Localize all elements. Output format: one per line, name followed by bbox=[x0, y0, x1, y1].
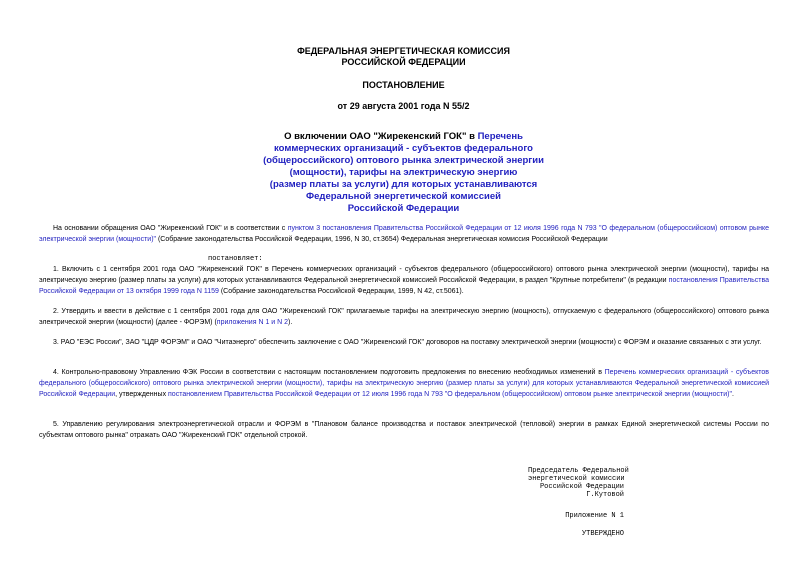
preamble-text: На основании обращения ОАО "Жирекенский ГОК" и в соответствии с bbox=[53, 225, 288, 232]
item-5: 5. Управлению регулирования электроэнергетической отрасли и ФОРЭМ в "Плановом балансе производства и поставок электрической (тепловой) энергии в рамках Единой энергетической системы России по субъектам оптового рынка" отражать ОАО "Жирекенский ГОК" отдельной строкой. bbox=[39, 421, 769, 439]
preamble-paragraph bbox=[39, 223, 769, 245]
item-1-link[interactable]: постановления Правительства Российской Федерации от 13 октября 1999 года N 1159 bbox=[39, 277, 769, 295]
doc-date-number: от 29 августа 2001 года N 55/2 bbox=[337, 101, 470, 111]
doc-title bbox=[0, 131, 807, 215]
signature-line-1: Председатель Федеральной bbox=[528, 467, 629, 475]
title-line-5[interactable]: (размер платы за услуги) для которых устанавливаются bbox=[269, 179, 538, 190]
item-1-text: 1. Включить с 1 сентября 2001 года ОАО "Жирекенский ГОК" в Перечень коммерческих организаций - субъектов федерального (общероссийского) оптового рынка электрической энергии (мощности), тарифы на электрическую энергию (размер платы за услуги) для которых устанавливаются Федеральной энергетической комиссией Российской Федерации, в раздел "Крупные потребители" (в редакции bbox=[39, 266, 769, 284]
title-line-1 bbox=[0, 131, 807, 143]
item-4-link-list[interactable]: Перечень коммерческих организаций - субъектов федерального (общероссийского) оптового рынка электрической энергии (мощности), тарифы на электрическую энергию (размер платы за услуги) для которых устанавливаются Федеральной энергетической комиссией Российской Федерации bbox=[39, 369, 769, 398]
title-line-3[interactable]: (общероссийского) оптового рынка электрической энергии bbox=[263, 155, 544, 166]
appendix-approved: УТВЕРЖДЕНО bbox=[581, 530, 624, 538]
signature-line-3: Российской Федерации bbox=[539, 483, 624, 491]
doc-type: ПОСТАНОВЛЕНИЕ bbox=[362, 80, 445, 90]
item-4-link-decree[interactable]: постановлением Правительства Российской Федерации от 12 июля 1996 года N 793 "О федеральном (общероссийском) оптовом рынке электрической энергии (мощности)" bbox=[168, 391, 732, 398]
title-line-6[interactable]: Федеральной энергетической комиссией bbox=[306, 191, 501, 202]
item-2-link[interactable]: приложения N 1 и N 2 bbox=[216, 319, 289, 326]
signature-signer: Г.Кутовой bbox=[586, 491, 624, 499]
org-name-line1: ФЕДЕРАЛЬНАЯ ЭНЕРГЕТИЧЕСКАЯ КОМИССИЯ bbox=[297, 46, 510, 56]
appendix-label: Приложение N 1 bbox=[565, 512, 624, 520]
title-line-2[interactable]: коммерческих организаций - субъектов федерального bbox=[274, 143, 533, 154]
title-text: О включении ОАО "Жирекенский ГОК" в bbox=[284, 131, 478, 142]
title-link-perechen[interactable]: Перечень bbox=[477, 131, 523, 142]
title-line-7[interactable]: Российской Федерации bbox=[347, 203, 460, 214]
signature-line-2: энергетической комиссии bbox=[528, 475, 625, 483]
item-4-text-mid: , утвержденных bbox=[115, 391, 169, 398]
decree-word: постановляет: bbox=[208, 255, 263, 263]
signature-block bbox=[528, 467, 629, 499]
item-1-text-end: (Собрание законодательства Российской Федерации, 1999, N 42, ст.5061). bbox=[218, 288, 464, 295]
item-2 bbox=[39, 306, 769, 328]
item-4 bbox=[39, 367, 769, 400]
item-2-text-end: ). bbox=[288, 319, 293, 326]
preamble-text-end: (Собрание законодательства Российской Федерации, 1996, N 30, ст.3654) Федеральная энергетическая комиссия Российской Федерации bbox=[156, 236, 608, 243]
item-1 bbox=[39, 264, 769, 297]
item-4-text: 4. Контрольно-правовому Управлению ФЭК России в соответствии с настоящим постановлением подготовить предложения по внесению необходимых изменений в bbox=[53, 369, 605, 376]
item-3: 3. РАО "ЕЭС России", ЗАО "ЦДР ФОРЭМ" и ОАО "Читаэнерго" обеспечить заключение с ОАО "Жирекенский ГОК" договоров на поставку электрической энергии (мощности) с ФОРЭМ и оказание связанных с эти услуг. bbox=[53, 339, 762, 346]
title-line-4[interactable]: (мощности), тарифы на электрическую энергию bbox=[289, 167, 518, 178]
org-name-line2: РОССИЙСКОЙ ФЕДЕРАЦИИ bbox=[341, 57, 466, 67]
item-2-text: 2. Утвердить и ввести в действие с 1 сентября 2001 года для ОАО "Жирекенский ГОК" прилагаемые тарифы на электрическую энергию (мощность), отпускаемую с федерального (общероссийского) оптового рынка электрической энергии (мощности) (далее - ФОРЭМ) ( bbox=[39, 308, 769, 326]
preamble-link[interactable]: пунктом 3 постановления Правительства Российской Федерации от 12 июля 1996 года N 793 "О федеральном (общероссийском) оптовом рынке электрической энергии (мощности)" bbox=[39, 225, 769, 243]
item-4-text-end: . bbox=[732, 391, 734, 398]
